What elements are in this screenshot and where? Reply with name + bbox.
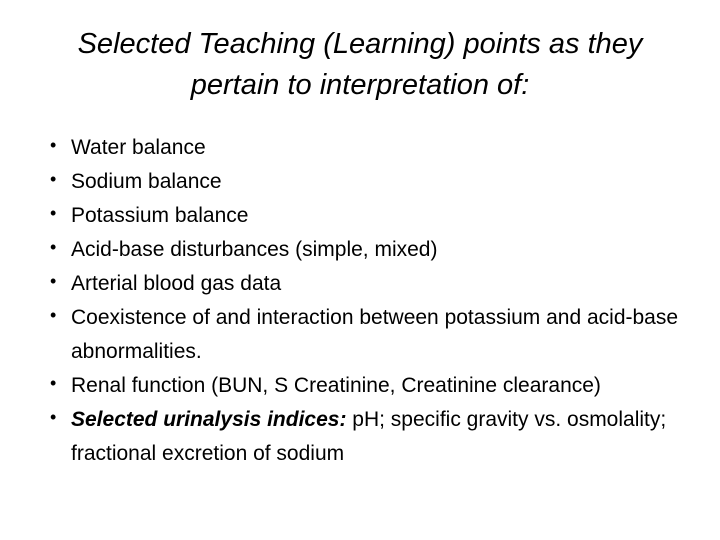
bullet-item-water-balance	[50, 131, 690, 165]
bullet-item-abg	[50, 267, 690, 301]
bullet-text: Potassium balance	[71, 204, 249, 228]
bullet-dot-icon: •	[50, 407, 57, 428]
bullet-item-acid-base	[50, 233, 690, 267]
bullet-text: Sodium balance	[71, 170, 222, 194]
bullet-lead-text: Selected urinalysis indices:	[71, 408, 347, 432]
bullet-item-renal-function	[50, 369, 690, 403]
bullet-item-potassium-acid-base	[50, 301, 690, 369]
bullet-text: Acid-base disturbances (simple, mixed)	[71, 238, 438, 262]
bullet-item-urinalysis	[50, 403, 690, 471]
bullet-dot-icon: •	[50, 271, 57, 292]
bullet-dot-icon: •	[50, 203, 57, 224]
bullet-dot-icon: •	[50, 373, 57, 394]
bullet-dot-icon: •	[50, 237, 57, 258]
bullet-list	[50, 131, 690, 471]
bullet-dot-icon: •	[50, 135, 57, 155]
bullet-text: Water balance	[71, 136, 206, 159]
bullet-item-sodium-balance	[50, 165, 690, 199]
slide-title	[36, 24, 684, 106]
bullet-item-potassium-balance	[50, 199, 690, 233]
slide-title-line-2: pertain to interpretation of:	[190, 69, 530, 102]
bullet-dot-icon: •	[50, 305, 57, 326]
bullet-text: pH; specific gravity vs. osmolality; fractional excretion of sodium	[71, 408, 667, 466]
bullet-text: Coexistence of and interaction between potassium and acid-base abnormalities.	[71, 306, 679, 364]
bullet-dot-icon: •	[50, 169, 57, 190]
bullet-text: Renal function (BUN, S Creatinine, Creatinine clearance)	[71, 374, 601, 398]
bullet-text: Arterial blood gas data	[71, 272, 282, 296]
slide-title-line-1: Selected Teaching (Learning) points as they	[77, 28, 643, 60]
